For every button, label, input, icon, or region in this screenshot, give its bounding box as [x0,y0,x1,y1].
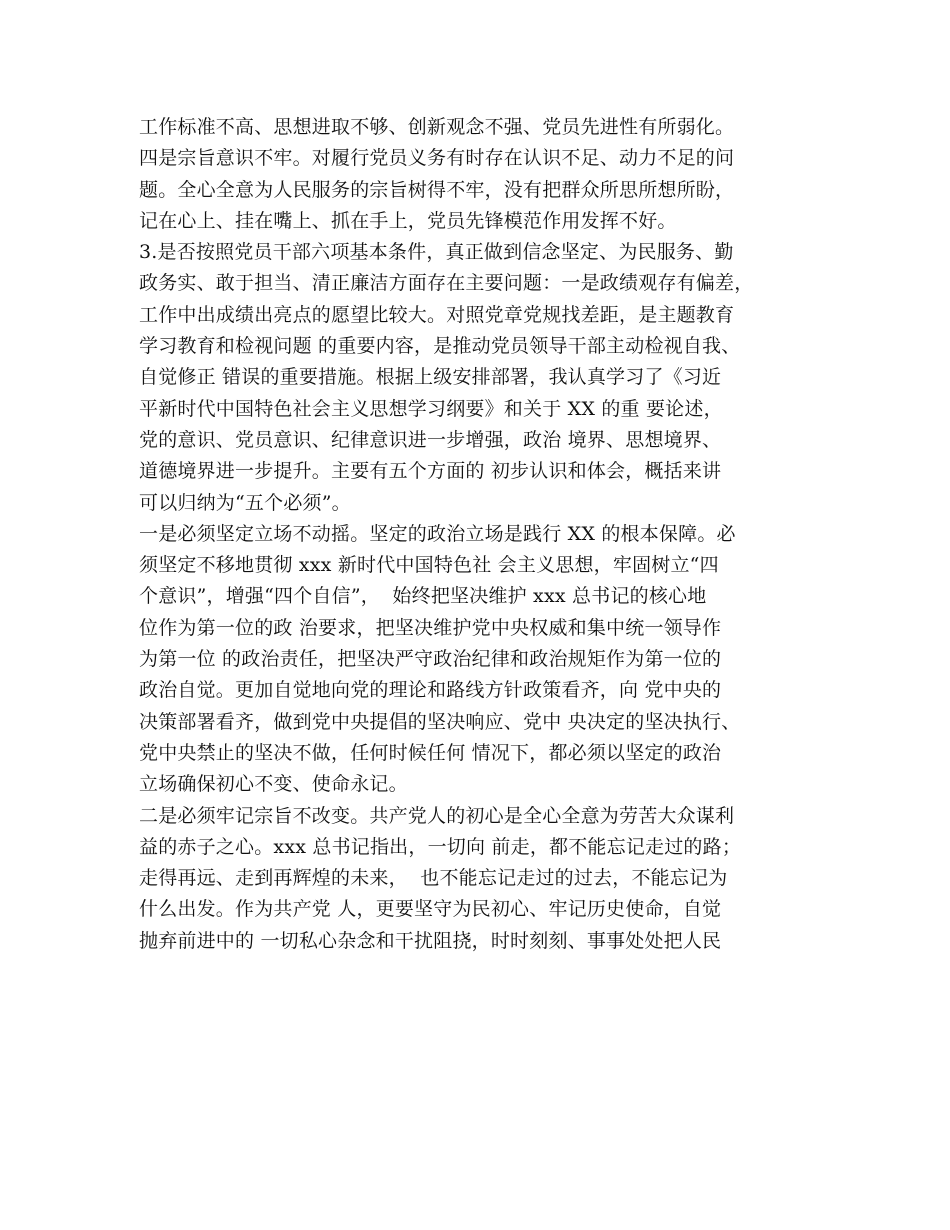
text-line: 为第一位 的政治责任，把坚决严守政治纪律和政治规矩作为第一位的 [139,648,722,671]
text-line: 党中央禁止的坚决不做，任何时候任何 情况下，都必须以坚定的政治 [139,741,722,764]
text-line: 什么出发。作为共产党 人，更要坚守为民初心、牢记历史使命，自觉 [139,898,722,921]
text-line: 3.是否按照党员干部六项基本条件，真正做到信念坚定、为民服务、勤 [139,241,734,264]
document-body [139,112,839,957]
text-line: 走得再远、走到再辉煌的未来， 也不能忘记走过的过去，不能忘记为 [139,867,728,890]
text-line: 四是宗旨意识不牢。对履行党员义务有时存在认识不足、动力不足的问 [139,147,735,170]
text-line: 平新时代中国特色社会主义思想学习纲要》和关于 XX 的重 要论述， [139,397,723,420]
text-line: 题。全心全意为人民服务的宗旨树得不牢，没有把群众所思所想所盼， [139,178,735,201]
text-line: 政治自觉。更加自觉地向党的理论和路线方针政策看齐，向 党中央的 [139,679,722,702]
text-line: 党的意识、党员意识、纪律意识进一步增强，政治 境界、思想境界、 [139,428,722,451]
text-line: 个意识”，增强“四个自信”， 始终把坚决维护 xxx 总书记的核心地 [139,585,707,608]
text-line: 自觉修正 错误的重要措施。根据上级安排部署，我认真学习了《习近 [139,366,722,389]
text-line: 政务实、敢于担当、清正廉洁方面存在主要问题：一是政绩观存有偏差， [139,272,754,295]
text-line: 决策部署看齐，做到党中央提倡的坚决响应、党中 央决定的坚决执行、 [139,710,741,733]
text-line: 工作标准不高、思想进取不够、创新观念不强、党员先进性有所弱化。 [139,116,735,138]
text-line: 抛弃前进中的 一切私心杂念和干扰阻挠，时时刻刻、事事处处把人民 [139,929,722,952]
text-line: 益的赤子之心。xxx 总书记指出，一切向 前走，都不能忘记走过的路； [139,835,742,858]
text-line: 工作中出成绩出亮点的愿望比较大。对照党章党规找差距，是主题教育 [139,303,735,326]
text-line: 一是必须坚定立场不动摇。坚定的政治立场是践行 XX 的根本保障。必 [139,522,736,545]
text-line: 记在心上、挂在嘴上、抓在手上，党员先锋模范作用发挥不好。 [139,209,677,232]
text-line: 可以归纳为“五个必须”。 [139,491,351,514]
text-line: 二是必须牢记宗旨不改变。共产党人的初心是全心全意为劳苦大众谋利 [139,804,735,827]
text-line: 立场确保初心不变、使命永记。 [139,773,408,796]
text-line: 位作为第一位的政 治要求，把坚决维护党中央权威和集中统一领导作 [139,616,722,639]
text-line: 道德境界进一步提升。主要有五个方面的 初步认识和体会，概括来讲 [139,460,722,483]
text-line: 学习教育和检视问题 的重要内容，是推动党员领导干部主动检视自我、 [139,335,741,358]
text-line: 须坚定不移地贯彻 xxx 新时代中国特色社 会主义思想，牢固树立“四 [139,554,719,577]
